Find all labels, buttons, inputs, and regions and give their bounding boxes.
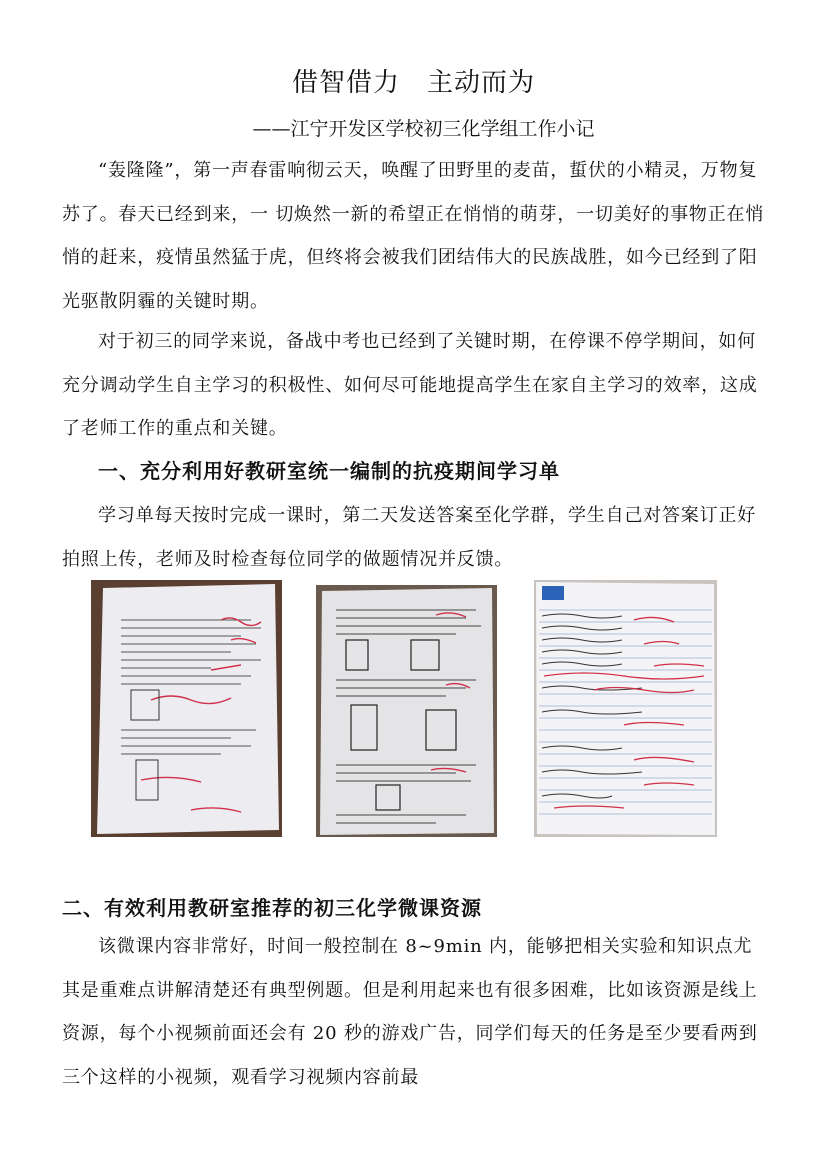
worksheet-photo-3 xyxy=(534,580,717,837)
intro-paragraph-2: 对于初三的同学来说，备战中考也已经到了关键时期，在停课不停学期间，如何充分调动学生自主学习的积极性、如何尽可能地提高学生在家自主学习的效率，这成了老师工作的重点和关键。 xyxy=(62,331,758,439)
section-2-heading: 二、有效利用教研室推荐的初三化学微课资源 xyxy=(62,896,482,920)
intro-paragraph-1: “轰隆隆”，第一声春雷响彻云天，唤醒了田野里的麦苗，蜇伏的小精灵，万物复苏了。春天已经到来，一 切焕然一新的希望正在悄悄的萌芽，一切美好的事物正在悄悄的赶来，疫情虽然猛于虎，但终将会被我们团结伟大的民族战胜，如今已经到了阳光驱散阴霾的关键时期。 xyxy=(62,160,765,312)
worksheet-photo-2 xyxy=(316,585,497,837)
page-title: 借智借力 主动而为 xyxy=(291,68,535,98)
section-1-paragraph: 学习单每天按时完成一课时，第二天发送答案至化学群，学生自己对答案订正好拍照上传，老师及时检查每位同学的做题情况并反馈。 xyxy=(62,505,756,570)
section-2-paragraph: 该微课内容非常好，时间一般控制在 8~9min 内，能够把相关实验和知识点尤其是重难点讲解清楚还有典型例题。但是利用起来也有很多困难，比如该资源是线上资源，每个小视频前面还会有 20 秒的游戏广告，同学们每天的任务是至少要看两到三个这样的小视频，观看学习视频内容前最 xyxy=(62,936,758,1088)
section-1-heading: 一、充分利用好教研室统一编制的抗疫期间学习单 xyxy=(98,459,560,483)
worksheet-photo-1 xyxy=(91,580,282,837)
page-subtitle: ——江宁开发区学校初三化学组工作小记 xyxy=(252,118,595,140)
